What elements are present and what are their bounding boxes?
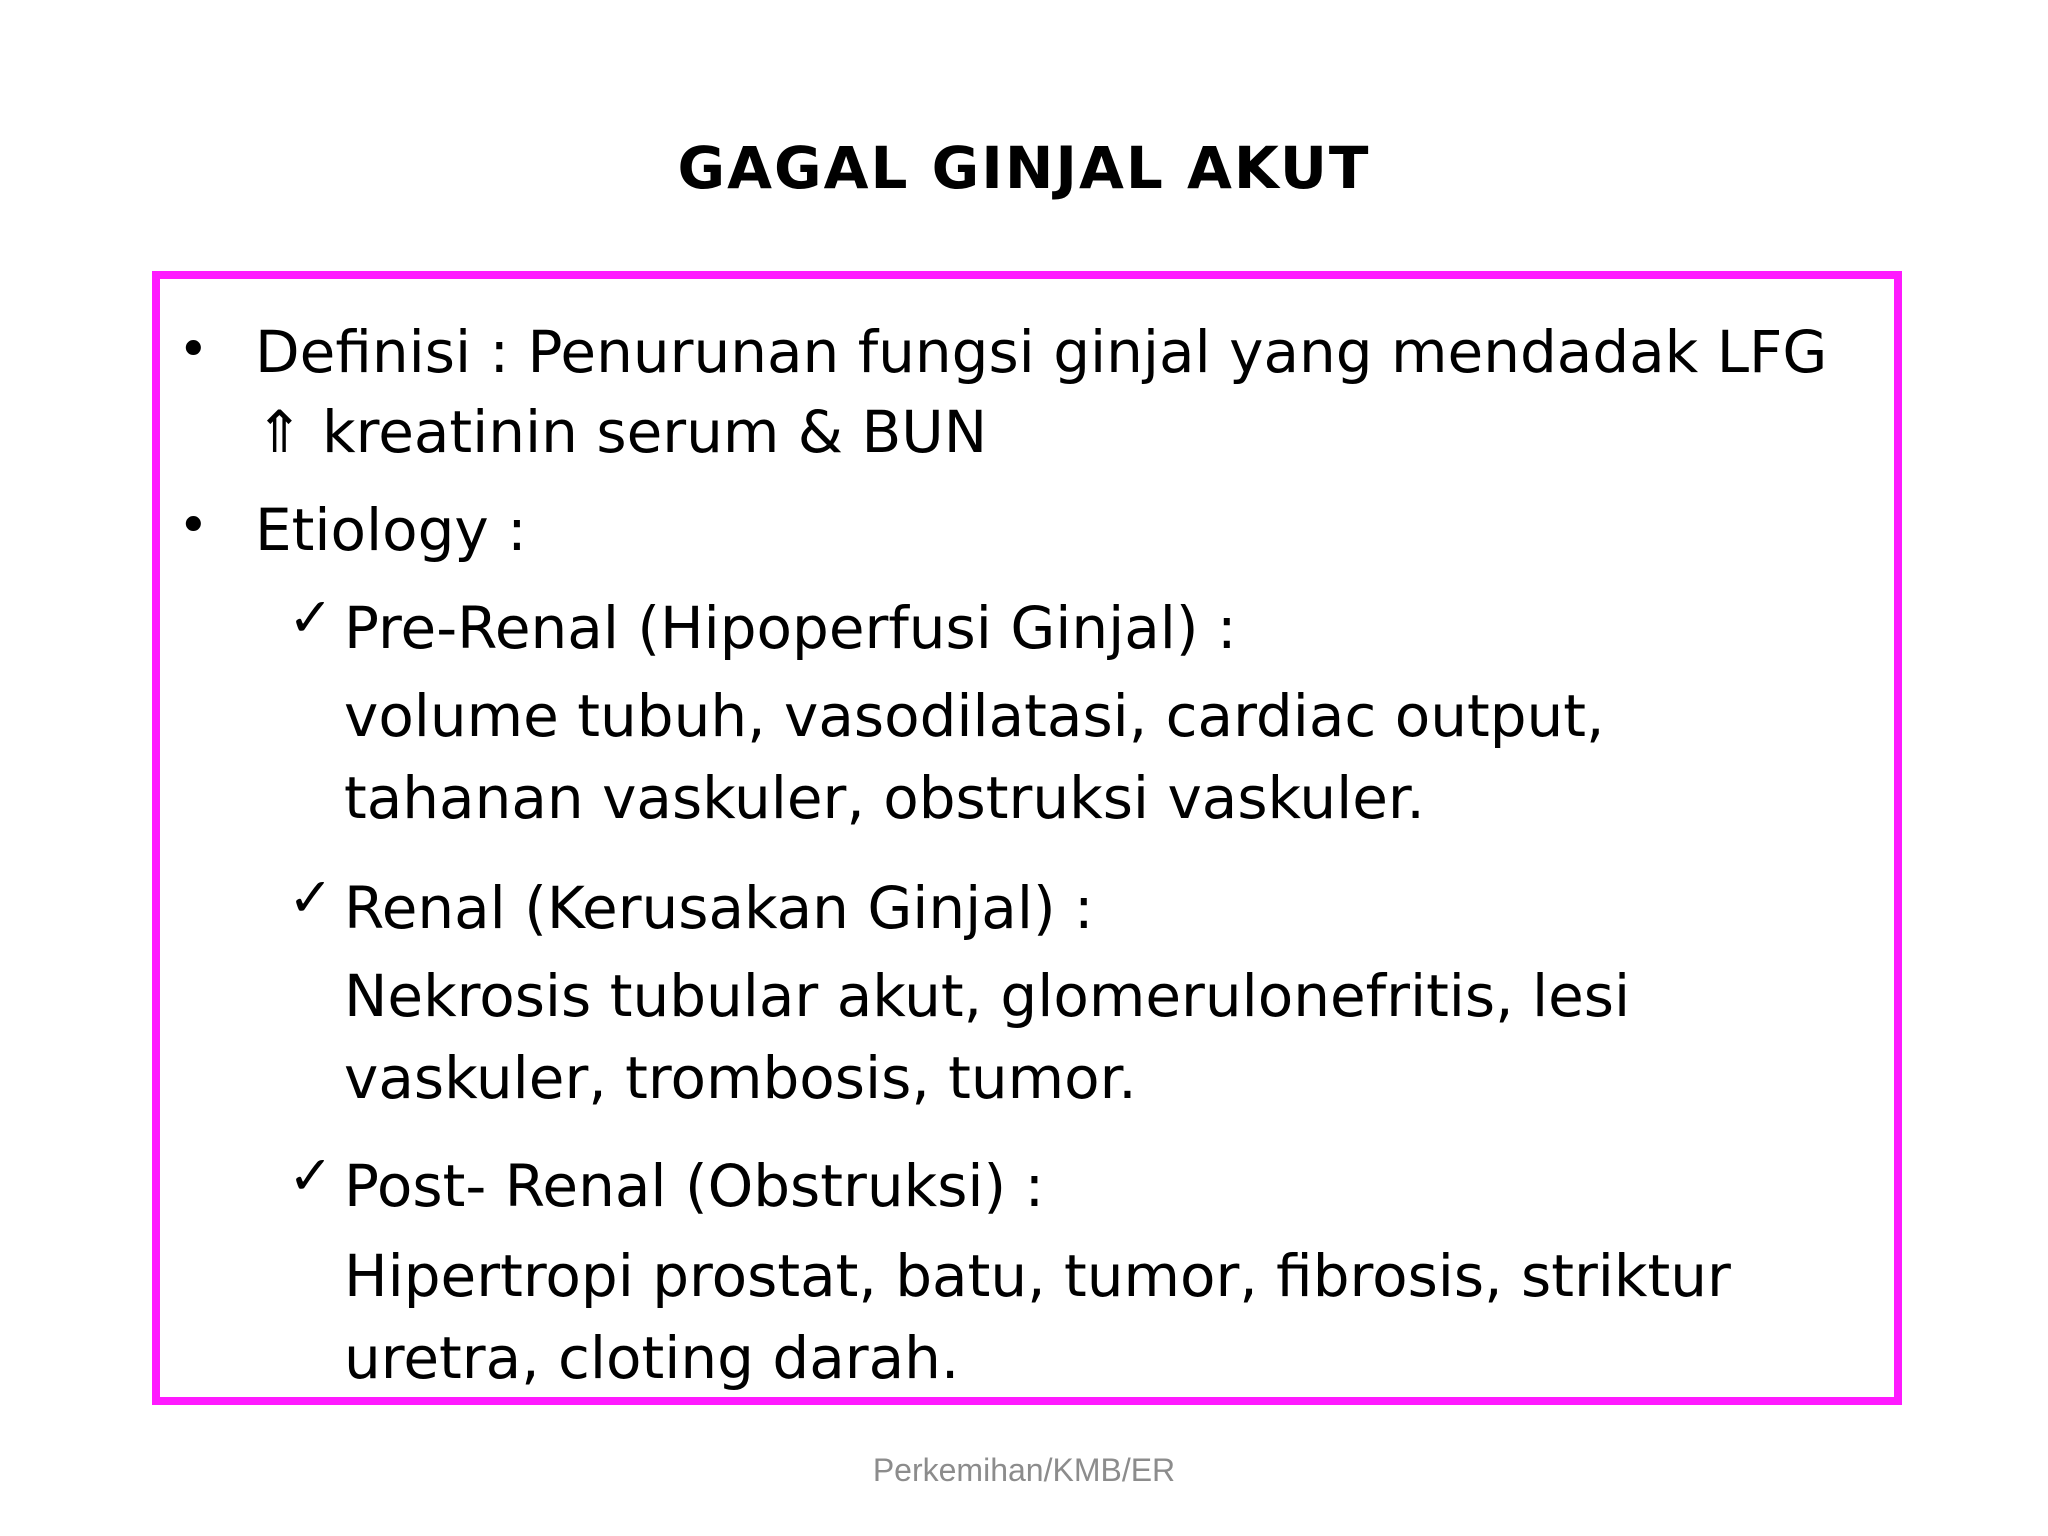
post-renal-heading: Post- Renal (Obstruksi) : — [344, 1152, 1045, 1220]
renal-line-1: Nekrosis tubular akut, glomerulonefritis, lesi — [344, 962, 1631, 1030]
definisi-line-1: Definisi : Penurunan fungsi ginjal yang mendadak LFG — [255, 318, 1828, 386]
content-body — [160, 279, 1894, 1397]
bullet-definisi: • — [178, 320, 209, 380]
renal-heading: Renal (Kerusakan Ginjal) : — [344, 874, 1094, 942]
content-frame — [152, 271, 1902, 1405]
slide-title: GAGAL GINJAL AKUT — [677, 134, 1371, 202]
renal-line-2: vaskuler, trombosis, tumor. — [344, 1044, 1137, 1112]
post-renal-line-1: Hipertropi prostat, batu, tumor, fibrosis, striktur — [344, 1242, 1731, 1310]
pre-renal-heading: Pre-Renal (Hipoperfusi Ginjal) : — [344, 594, 1237, 662]
bullet-etiology: • — [178, 496, 209, 556]
footer-text: Perkemihan/KMB/ER — [872, 1452, 1176, 1488]
pre-renal-line-1: volume tubuh, vasodilatasi, cardiac output, — [344, 682, 1605, 750]
etiology-heading: Etiology : — [255, 496, 527, 564]
definisi-line-2: ⇑ kreatinin serum & BUN — [255, 398, 988, 466]
pre-renal-line-2: tahanan vaskuler, obstruksi vaskuler. — [344, 764, 1425, 832]
check-icon-post-renal: ✓ — [288, 1144, 334, 1207]
check-icon-renal: ✓ — [288, 866, 334, 929]
check-icon-pre-renal: ✓ — [288, 586, 334, 649]
post-renal-line-2: uretra, cloting darah. — [344, 1324, 960, 1392]
